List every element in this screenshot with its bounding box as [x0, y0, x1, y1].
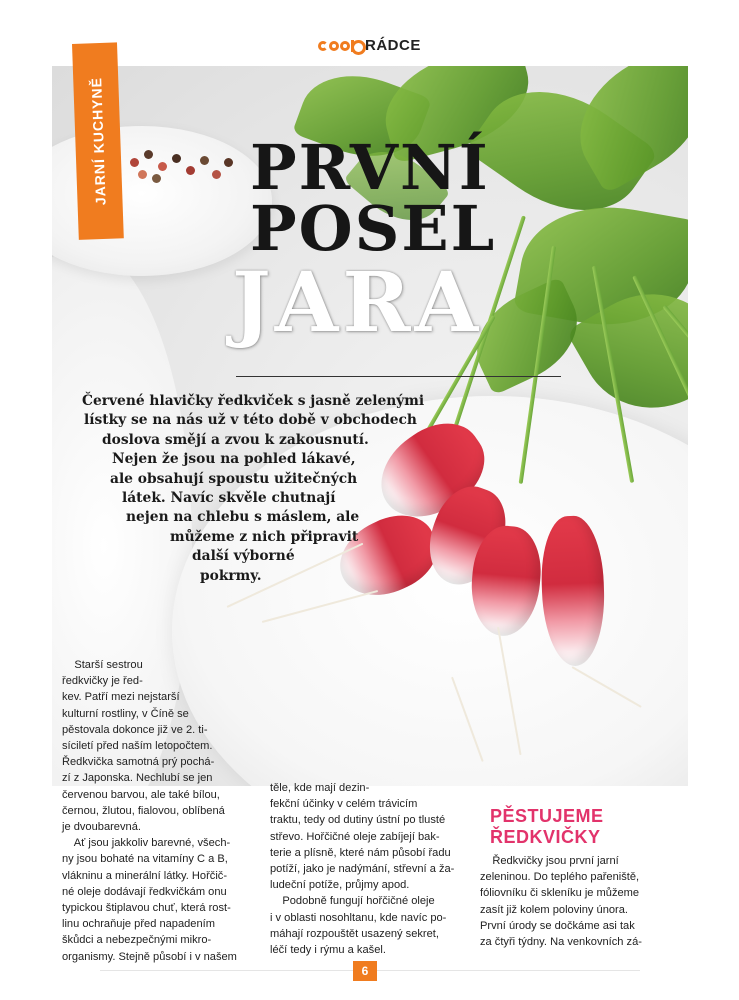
body-line: linu ochraňuje před napadením	[62, 918, 215, 931]
body-line: za čtyři týdny. Na venkovních zá-	[480, 936, 642, 949]
body-line: zeleninou. Do teplého pařeniště,	[480, 871, 640, 884]
intro-line: doslova smějí a zvou k zakousnutí.	[102, 431, 369, 448]
body-line: ludeční potíže, průjmy apod.	[270, 879, 410, 892]
body-line: síciletí před naším letopočtem.	[62, 740, 213, 753]
intro-line: další výborné	[192, 548, 295, 565]
body-line: kulturní rostliny, v Číně se	[62, 707, 189, 720]
subheading-line-1: PĚSTUJEME	[490, 806, 604, 826]
section-title: RÁDCE	[365, 37, 421, 54]
body-line: červenou barvou, ale také bílou,	[62, 788, 220, 801]
body-column-3	[480, 853, 680, 950]
body-line: těle, kde mají dezin-	[270, 782, 370, 794]
intro-line: pokrmy.	[200, 567, 262, 584]
body-line: Podobně fungují hořčičné oleje	[270, 895, 435, 908]
body-line: organismy. Stejně působí i v našem	[62, 950, 237, 963]
body-line: i v oblasti nosohltanu, kde navíc po-	[270, 911, 447, 924]
article-intro	[82, 392, 427, 586]
body-line: První úrody se dočkáme asi tak	[480, 919, 635, 932]
body-line: léčí tedy i rýmu a kašel.	[270, 944, 386, 957]
body-line: zasít již kolem poloviny února.	[480, 903, 628, 916]
body-line: potíží, jako je nadýmání, střevní a ža-	[270, 863, 455, 876]
body-line: černou, žlutou, fialovou, oblíbená	[62, 804, 225, 817]
body-line: vlákninu a minerální látky. Hořčič-	[62, 869, 228, 882]
body-line: střevo. Hořčičné oleje zabíjejí bak-	[270, 830, 440, 843]
article-headline	[232, 131, 512, 351]
body-line: škůdci a nebezpečnými mikro-	[62, 934, 212, 947]
body-line: fóliovníku či skleníku je můžeme	[480, 887, 640, 900]
body-column-2	[270, 780, 475, 958]
body-line: terie a plísně, které nám působí řadu	[270, 846, 451, 859]
intro-line: Nejen že jsou na pohled lákavé,	[112, 451, 356, 468]
body-column-1	[62, 657, 262, 965]
category-tab	[72, 42, 124, 239]
intro-line: lístky se na nás už v této době v obchodech	[84, 412, 417, 429]
subheading-line-2: ŘEDKVIČKY	[490, 827, 601, 847]
body-line: ny jsou bohaté na vitamíny C a B,	[62, 853, 228, 866]
body-line: Ředkvička samotná prý pochá-	[62, 756, 215, 769]
body-line: typickou štiplavou chuť, která rost-	[62, 902, 231, 915]
intro-line: ale obsahují spoustu užitečných	[110, 470, 358, 487]
page-number: 6	[353, 961, 377, 981]
headline-divider	[236, 376, 561, 377]
intro-line: látek. Navíc skvěle chutnají	[122, 490, 336, 507]
body-line: pěstovala dokonce již ve 2. ti-	[62, 723, 208, 736]
headline-line-2: POSEL	[250, 192, 497, 265]
category-tab-label: JARNÍ KUCHYNĚ	[87, 76, 109, 206]
section-subheading	[490, 806, 680, 848]
intro-line: nejen na chlebu s máslem, ale	[126, 509, 360, 526]
body-line: Ředkvičky jsou první jarní	[480, 855, 619, 867]
body-line: máhají rozpouštět usazený sekret,	[270, 927, 439, 940]
body-line: je dvoubarevná.	[62, 821, 141, 834]
body-line: né oleje dodávají ředkvičkám onu	[62, 885, 227, 898]
coop-logo	[318, 39, 360, 53]
body-line: Starší sestrou	[62, 659, 143, 671]
body-line: ředkvičky je řed-	[62, 675, 143, 688]
body-line: traktu, tedy od dutiny ústní po tlusté	[270, 814, 446, 827]
body-line: zí z Japonska. Nechlubí se jen	[62, 772, 213, 785]
body-line: Ať jsou jakkoliv barevné, všech-	[62, 837, 231, 850]
body-line: kev. Patří mezi nejstarší	[62, 691, 180, 704]
intro-line: Červené hlavičky ředkviček s jasně zelenými	[82, 393, 425, 409]
headline-line-3: JARA	[232, 255, 483, 351]
body-line: fekční účinky v celém trávicím	[270, 798, 418, 811]
intro-line: můžeme z nich připravit	[170, 528, 359, 545]
headline-line-1: PRVNÍ	[250, 131, 490, 204]
